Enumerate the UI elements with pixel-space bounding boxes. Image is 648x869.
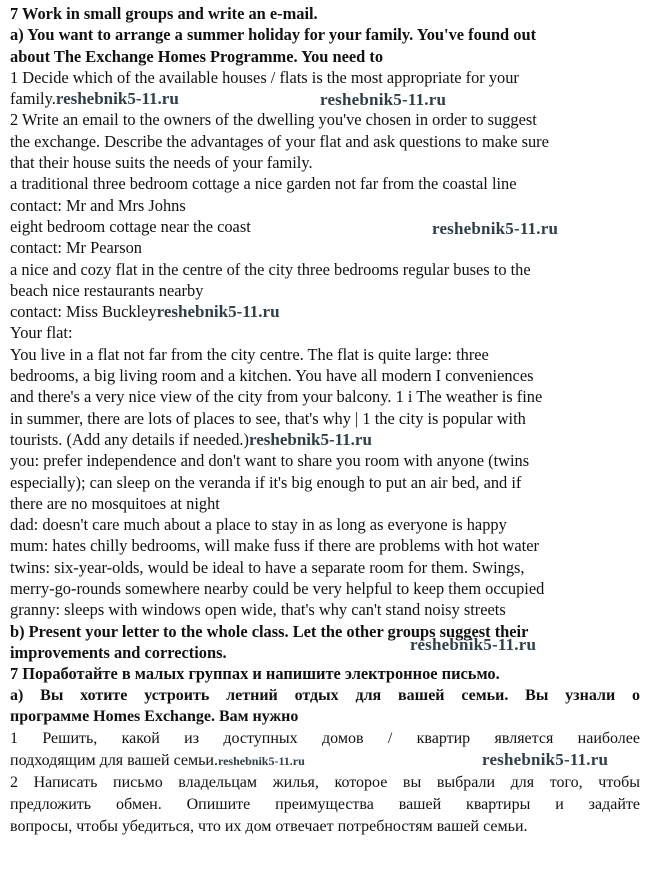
step-2-line-1: 2 Write an email to the owners of the dwelling you've chosen in order to suggest [10, 110, 537, 130]
watermark-3: reshebnik5-11.ru [410, 635, 537, 654]
flat-line-4: in summer, there are lots of places to see, that's why | 1 the city is popular with [10, 408, 526, 428]
task-b-line-1: b) Present your letter to the whole class. Let the other groups suggest their [10, 621, 529, 641]
step-1-line-2-text: family. [10, 89, 56, 109]
step-2-line-2: the exchange. Describe the advantages of your flat and ask questions to make sure [10, 131, 549, 151]
exercise-page [10, 3, 640, 837]
listing-2-contact: contact: Mr Pearson [10, 238, 142, 258]
twins-line-1: twins: six-year-olds, would be ideal to have a separate room for them. Swings, [10, 557, 525, 577]
step-2-line-3: that their house suits the needs of your family. [10, 153, 313, 173]
ru-task-a-line-1: а) Вы хотите устроить летний отдых для вашей семьи. Вы узнали о [10, 686, 640, 704]
watermark-inline-4: reshebnik5-11.ru [217, 753, 305, 768]
step-1-line-1: 1 Decide which of the available houses / flats is the most appropriate for your [10, 67, 519, 87]
listing-2-description: eight bedroom cottage near the coast [10, 216, 251, 236]
flat-line-1: You live in a flat not far from the city centre. The flat is quite large: three [10, 344, 489, 364]
ru-step-2-line-2: предложить обмен. Опишите преимущества вашей квартиры и задайте [10, 796, 640, 814]
you-line-1: you: prefer independence and don't want to share you room with anyone (twins [10, 451, 530, 471]
task-b-line-2: improvements and corrections. [10, 642, 227, 662]
watermark-inline-1: reshebnik5-11.ru [55, 89, 179, 109]
watermark-inline-3: reshebnik5-11.ru [248, 429, 372, 449]
flat-line-3: and there's a very nice view of the city from your balcony. 1 i The weather is fine [10, 387, 543, 407]
listing-3-description-line-2: beach nice restaurants nearby [10, 280, 204, 300]
you-line-2: especially); can sleep on the veranda if it's big enough to put an air bed, and if [10, 472, 522, 492]
watermark-inline-2: reshebnik5-11.ru [156, 302, 280, 322]
watermark-4: reshebnik5-11.ru [482, 750, 609, 769]
watermark-1: reshebnik5-11.ru [320, 90, 447, 109]
listing-3-contact [10, 301, 640, 322]
task-a-line-2: about The Exchange Homes Programme. You need to [10, 46, 384, 66]
watermark-2: reshebnik5-11.ru [432, 219, 559, 238]
your-flat-label: Your flat: [10, 323, 73, 343]
mum-line: mum: hates chilly bedrooms, will make fuss if there are problems with hot water [10, 536, 539, 556]
you-line-3: there are no mosquitoes at night [10, 493, 220, 513]
flat-line-5-text: tourists. (Add any details if needed.) [10, 429, 249, 449]
ru-task-a-line-2: программе Homes Exchange. Вам нужно [10, 708, 299, 726]
listing-3-description-line-1: a nice and cozy flat in the centre of the city three bedrooms regular buses to the [10, 259, 531, 279]
listing-1-description: a traditional three bedroom cottage a nice garden not far from the coastal line [10, 174, 517, 194]
listing-3-contact-text: contact: Miss Buckley [10, 302, 157, 322]
ru-step-1-line-2-text: подходящим для вашей семьи. [10, 751, 218, 769]
ru-step-2-line-1: 2 Написать письмо владельцам жилья, которое вы выбрали для того, чтобы [10, 774, 640, 792]
exercise-heading: 7 Work in small groups and write an e-mail. [10, 4, 318, 23]
twins-line-2: merry-go-rounds somewhere nearby could be very helpful to keep them occupied [10, 579, 545, 599]
ru-exercise-heading: 7 Поработайте в малых группах и напишите электронное письмо. [10, 664, 500, 684]
granny-line: granny: sleeps with windows open wide, that's why can't stand noisy streets [10, 600, 506, 620]
flat-line-5 [10, 429, 640, 450]
listing-1-contact: contact: Mr and Mrs Johns [10, 195, 186, 215]
ru-step-2-line-3: вопросы, чтобы убедиться, что их дом отвечает потребностям вашей семьи. [10, 817, 528, 835]
ru-step-1-line-1: 1 Решить, какой из доступных домов / квартир является наиболее [10, 729, 640, 747]
dad-line: dad: doesn't care much about a place to stay in as long as everyone is happy [10, 515, 507, 535]
task-a-line-1: a) You want to arrange a summer holiday for your family. You've found out [10, 25, 537, 45]
flat-line-2: bedrooms, a big living room and a kitchen. You have all modern I conveniences [10, 366, 534, 386]
